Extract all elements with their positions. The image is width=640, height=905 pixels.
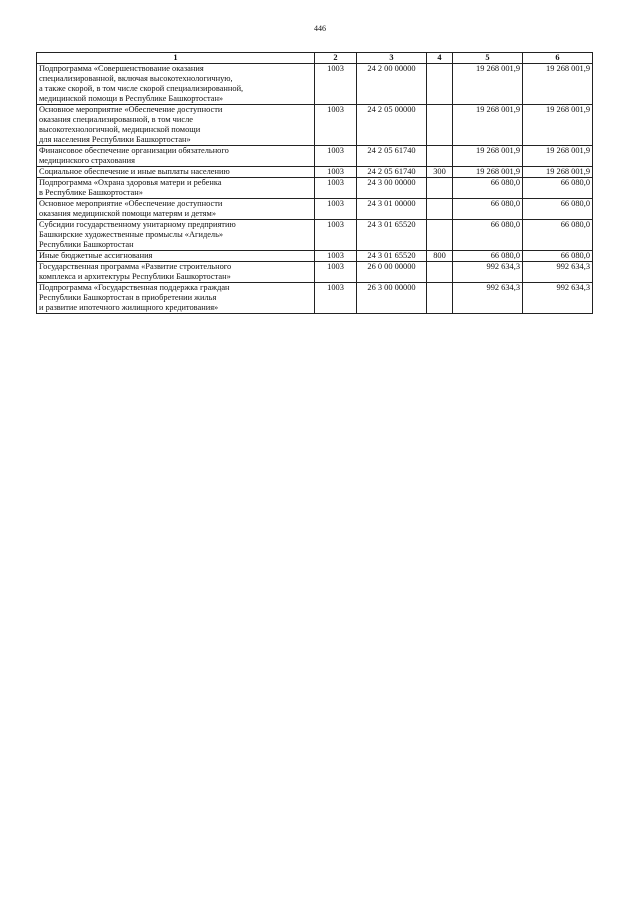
budget-table: [36, 52, 593, 314]
row-code: 26 3 00 00000: [357, 283, 427, 314]
row-name: Иные бюджетные ассигнования: [37, 251, 315, 262]
column-header-name: 1: [37, 53, 315, 64]
row-section: 1003: [315, 178, 357, 199]
row-type: [427, 64, 453, 105]
row-amount-2: 19 268 001,9: [523, 64, 593, 105]
row-amount-2: 19 268 001,9: [523, 105, 593, 146]
row-amount-1: 66 080,0: [453, 178, 523, 199]
row-amount-1: 19 268 001,9: [453, 146, 523, 167]
row-amount-1: 66 080,0: [453, 220, 523, 251]
row-type: 800: [427, 251, 453, 262]
row-amount-2: 19 268 001,9: [523, 146, 593, 167]
row-type: [427, 178, 453, 199]
row-code: 24 3 01 00000: [357, 199, 427, 220]
table-header-row: [37, 53, 593, 64]
row-name: Государственная программа «Развитие строительного комплекса и архитектуры Республики Башкортостан»: [37, 262, 315, 283]
row-code: 24 2 05 00000: [357, 105, 427, 146]
row-code: 24 2 05 61740: [357, 146, 427, 167]
row-type: [427, 105, 453, 146]
table-row: [37, 64, 593, 105]
row-type: 300: [427, 167, 453, 178]
row-amount-2: 66 080,0: [523, 220, 593, 251]
column-header-code: 3: [357, 53, 427, 64]
row-name: Основное мероприятие «Обеспечение доступности оказания медицинской помощи матерям и детям»: [37, 199, 315, 220]
row-code: 24 2 05 61740: [357, 167, 427, 178]
row-amount-1: 992 634,3: [453, 262, 523, 283]
table-row: [37, 105, 593, 146]
row-name: Субсидии государственному унитарному предприятию Башкирские художественные промыслы «Агидель» Республики Башкортостан: [37, 220, 315, 251]
table-row: [37, 178, 593, 199]
row-code: 24 3 01 65520: [357, 220, 427, 251]
row-amount-2: 992 634,3: [523, 262, 593, 283]
row-section: 1003: [315, 64, 357, 105]
row-type: [427, 146, 453, 167]
row-name: Финансовое обеспечение организации обязательного медицинского страхования: [37, 146, 315, 167]
table-row: [37, 220, 593, 251]
row-section: 1003: [315, 220, 357, 251]
row-amount-2: 992 634,3: [523, 283, 593, 314]
row-amount-2: 19 268 001,9: [523, 167, 593, 178]
row-type: [427, 220, 453, 251]
row-code: 24 3 00 00000: [357, 178, 427, 199]
column-header-type: 4: [427, 53, 453, 64]
row-section: 1003: [315, 105, 357, 146]
row-type: [427, 283, 453, 314]
row-code: 24 3 01 65520: [357, 251, 427, 262]
row-name: Подпрограмма «Государственная поддержка граждан Республики Башкортостан в приобретении жилья и развитие ипотечного жилищного кредитования»: [37, 283, 315, 314]
row-section: 1003: [315, 146, 357, 167]
row-type: [427, 262, 453, 283]
row-section: 1003: [315, 283, 357, 314]
row-amount-1: 66 080,0: [453, 251, 523, 262]
table-row: [37, 167, 593, 178]
row-amount-1: 19 268 001,9: [453, 105, 523, 146]
row-amount-2: 66 080,0: [523, 251, 593, 262]
row-section: 1003: [315, 251, 357, 262]
row-amount-1: 66 080,0: [453, 199, 523, 220]
row-type: [427, 199, 453, 220]
row-name: Подпрограмма «Совершенствование оказания специализированной, включая высокотехнологичную, а также скорой, в том числе скорой специализированной, медицинской помощи в Республике Башкортостан»: [37, 64, 315, 105]
row-amount-1: 992 634,3: [453, 283, 523, 314]
row-name: Основное мероприятие «Обеспечение доступности оказания специализированной, в том числе высокотехнологичной, медицинской помощи для населения Республики Башкортостан»: [37, 105, 315, 146]
table-row: [37, 146, 593, 167]
row-section: 1003: [315, 199, 357, 220]
column-header-section: 2: [315, 53, 357, 64]
table-row: [37, 251, 593, 262]
page-number: 446: [314, 24, 326, 33]
row-amount-2: 66 080,0: [523, 199, 593, 220]
row-amount-1: 19 268 001,9: [453, 167, 523, 178]
row-amount-1: 19 268 001,9: [453, 64, 523, 105]
table-row: [37, 199, 593, 220]
row-section: 1003: [315, 262, 357, 283]
row-code: 26 0 00 00000: [357, 262, 427, 283]
row-name: Подпрограмма «Охрана здоровья матери и ребенка в Республике Башкортостан»: [37, 178, 315, 199]
row-section: 1003: [315, 167, 357, 178]
table-row: [37, 283, 593, 314]
row-code: 24 2 00 00000: [357, 64, 427, 105]
column-header-amount-2: 6: [523, 53, 593, 64]
row-name: Социальное обеспечение и иные выплаты населению: [37, 167, 315, 178]
row-amount-2: 66 080,0: [523, 178, 593, 199]
table-row: [37, 262, 593, 283]
column-header-amount-1: 5: [453, 53, 523, 64]
